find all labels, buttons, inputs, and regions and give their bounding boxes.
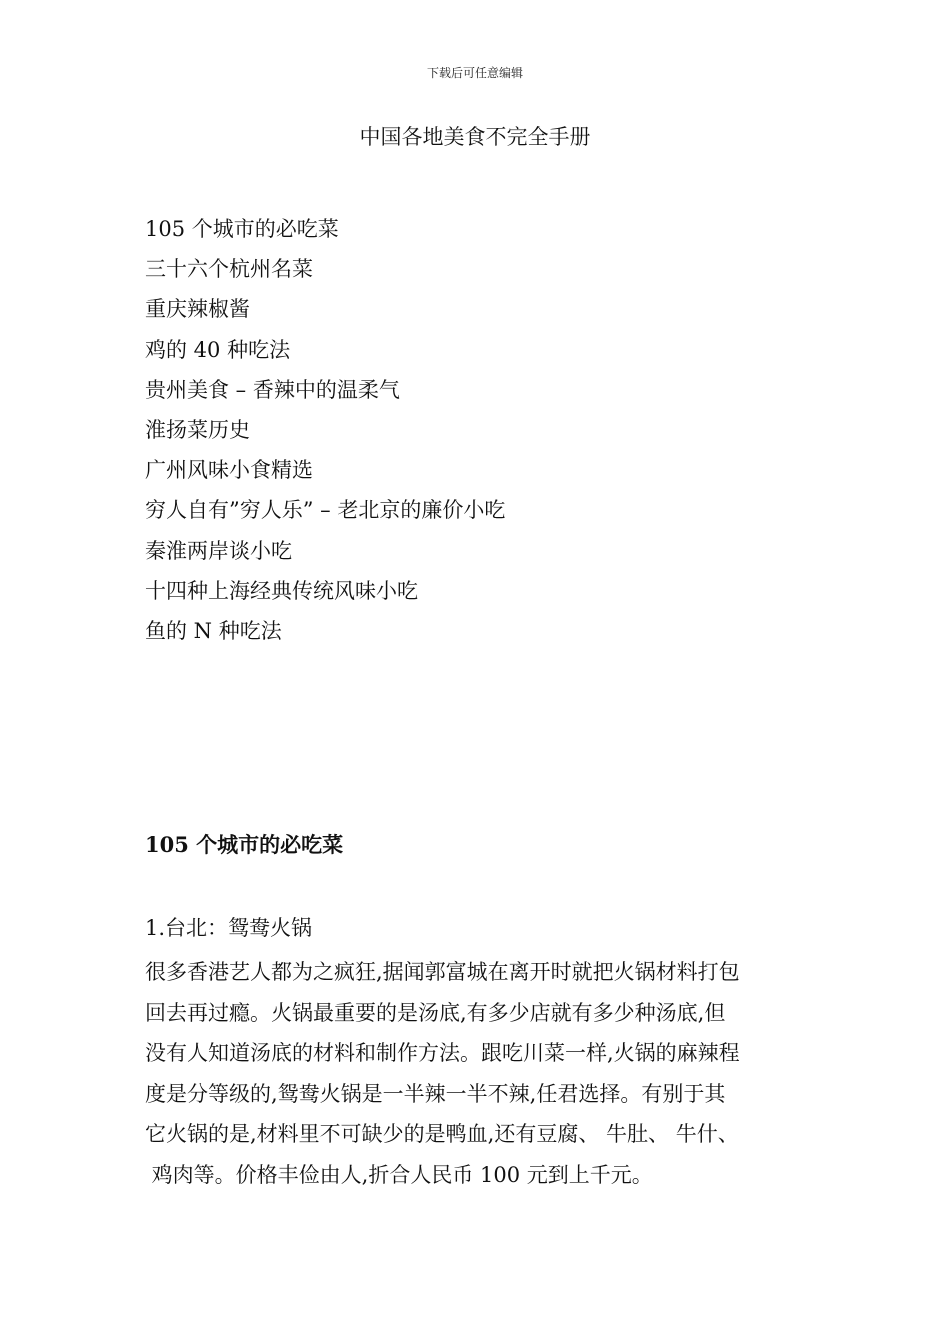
- page-header-note: 下载后可任意编辑: [426, 66, 523, 80]
- toc-item: 广州风味小食精选: [145, 458, 313, 483]
- body-line: 很多香港艺人都为之疯狂,据闻郭富城在离开时就把火锅材料打包: [145, 960, 740, 984]
- body-line: 度是分等级的,鸳鸯火锅是一半辣一半不辣,任君选择。有别于其: [145, 1081, 726, 1106]
- table-of-contents: [145, 209, 505, 651]
- body-line: 它火锅的是,材料里不可缺少的是鸭血,还有豆腐、 牛肚、 牛什、: [145, 1122, 739, 1146]
- toc-item: 秦淮两岸谈小吃: [145, 538, 292, 563]
- body-line: 没有人知道汤底的材料和制作方法。跟吃川菜一样,火锅的麻辣程: [145, 1041, 740, 1065]
- document-title: 中国各地美食不完全手册: [359, 125, 591, 149]
- toc-item: 鸡的 40 种吃法: [145, 337, 291, 362]
- body-line: 鸡肉等。价格丰俭由人,折合人民币 100 元到上千元。: [145, 1162, 653, 1187]
- body-line: 回去再过瘾。火锅最重要的是汤底,有多少店就有多少种汤底,但: [145, 1000, 726, 1025]
- toc-item: 重庆辣椒酱: [145, 297, 250, 322]
- toc-item: 十四种上海经典传统风味小吃: [145, 578, 418, 603]
- toc-item: 穷人自有”穷人乐” – 老北京的廉价小吃: [145, 498, 506, 523]
- toc-item: 贵州美食 – 香辣中的温柔气: [145, 377, 400, 402]
- toc-item: 鱼的 N 种吃法: [145, 619, 282, 644]
- toc-item: 淮扬菜历史: [145, 418, 250, 443]
- entry-title: 1.台北：鸳鸯火锅: [145, 916, 313, 940]
- toc-item: 三十六个杭州名菜: [145, 257, 313, 282]
- toc-item: 105 个城市的必吃菜: [145, 217, 339, 241]
- section-heading: 105 个城市的必吃菜: [145, 832, 344, 857]
- entry-body: [145, 952, 835, 1195]
